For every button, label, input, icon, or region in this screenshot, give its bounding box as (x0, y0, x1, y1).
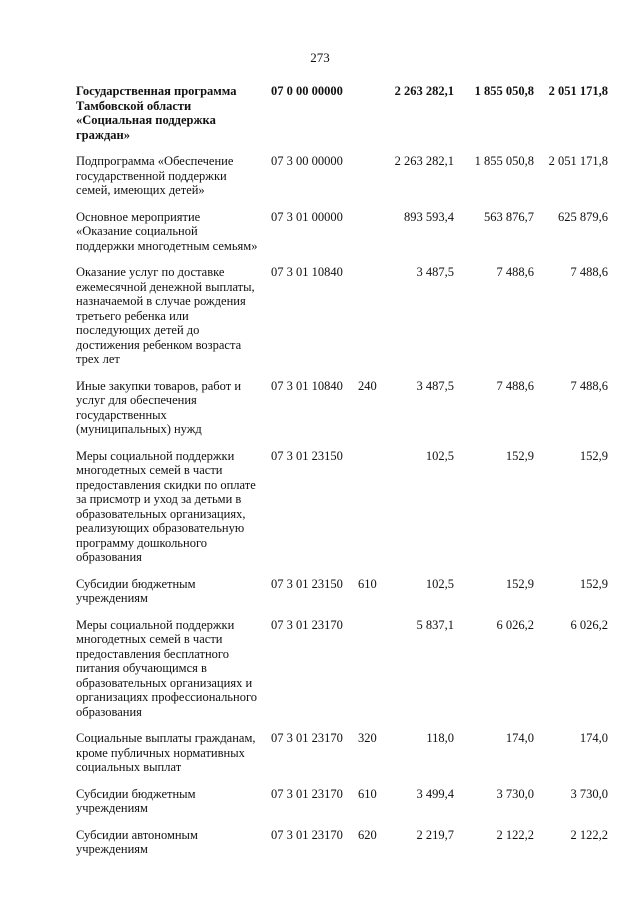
row-code: 07 0 00 00000 (271, 84, 343, 98)
row-expense-type: 240 (358, 378, 377, 393)
row-amount-year-2: 152,9 (505, 576, 534, 591)
table-row (76, 210, 616, 254)
row-code: 07 3 01 23170 (271, 731, 343, 745)
row-amount-year-1: 102,5 (425, 576, 454, 591)
table-row (76, 618, 616, 720)
budget-table (76, 84, 616, 857)
row-code: 07 3 01 00000 (271, 209, 343, 224)
page-number: 273 (310, 50, 330, 65)
row-amount-year-3: 625 879,6 (558, 209, 608, 224)
row-expense-type: 620 (358, 827, 377, 842)
table-row (76, 265, 616, 367)
row-amount-year-2: 6 026,2 (496, 617, 534, 632)
table-row (76, 577, 616, 606)
row-amount-year-3: 3 730,0 (570, 786, 608, 801)
row-code: 07 3 00 00000 (271, 154, 343, 168)
row-name: Оказание услуг по доставке ежемесячной денежной выплаты, назначаемой в случае рождения третьего ребенка или последующих детей до достижения ребенком возраста трех лет (76, 265, 255, 366)
row-amount-year-1: 102,5 (425, 448, 454, 463)
row-amount-year-3: 6 026,2 (570, 617, 608, 632)
row-code: 07 3 01 23150 (271, 576, 343, 591)
table-row (76, 379, 616, 437)
row-amount-year-1: 5 837,1 (416, 617, 454, 632)
row-amount-year-2: 2 122,2 (496, 827, 534, 842)
row-amount-year-2: 7 488,6 (496, 378, 534, 393)
row-name: Основное мероприятие «Оказание социальной поддержки многодетным семьям» (76, 209, 258, 253)
row-amount-year-3: 7 488,6 (570, 378, 608, 393)
row-amount-year-3: 2 051 171,8 (548, 84, 608, 98)
row-amount-year-2: 7 488,6 (496, 265, 534, 279)
row-amount-year-3: 2 051 171,8 (548, 154, 608, 168)
row-amount-year-2: 152,9 (505, 448, 534, 463)
table-row (76, 828, 616, 857)
row-amount-year-1: 3 487,5 (416, 378, 454, 393)
row-amount-year-1: 2 219,7 (416, 827, 454, 842)
table-row (76, 84, 616, 142)
row-name: Социальные выплаты гражданам, кроме публичных нормативных социальных выплат (76, 731, 256, 774)
row-amount-year-1: 3 499,4 (416, 786, 454, 801)
table-row (76, 731, 616, 775)
row-amount-year-3: 7 488,6 (570, 265, 608, 279)
row-amount-year-2: 1 855 050,8 (474, 84, 534, 98)
row-name: Субсидии автономным учреждениям (76, 827, 198, 856)
row-code: 07 3 01 23170 (271, 786, 343, 801)
table-row (76, 787, 616, 816)
row-code: 07 3 01 10840 (271, 378, 343, 393)
row-amount-year-3: 152,9 (579, 448, 608, 463)
row-amount-year-1: 2 263 282,1 (394, 84, 454, 98)
row-amount-year-2: 563 876,7 (484, 209, 534, 224)
row-code: 07 3 01 23170 (271, 827, 343, 842)
row-amount-year-2: 3 730,0 (496, 786, 534, 801)
row-name: Субсидии бюджетным учреждениям (76, 576, 196, 605)
row-expense-type: 320 (358, 731, 377, 745)
row-code: 07 3 01 23150 (271, 448, 343, 463)
row-name: Меры социальной поддержки многодетных семей в части предоставления скидки по оплате за присмотр и уход за детьми в образовательных организациях, реализующих образовательную программу дошкольного образования (76, 448, 256, 564)
row-amount-year-2: 174,0 (505, 731, 534, 745)
table-row (76, 449, 616, 565)
row-code: 07 3 01 10840 (271, 265, 343, 279)
row-amount-year-1: 118,0 (426, 731, 454, 745)
row-amount-year-1: 893 593,4 (404, 209, 454, 224)
row-amount-year-3: 2 122,2 (570, 827, 608, 842)
row-name: Меры социальной поддержки многодетных семей в части предоставления бесплатного питания обучающимся в образовательных организациях и организациях профессионального образования (76, 617, 258, 719)
row-name: Подпрограмма «Обеспечение государственной поддержки семей, имеющих детей» (76, 154, 234, 197)
row-name: Иные закупки товаров, работ и услуг для обеспечения государственных (муниципальных) нужд (76, 378, 242, 436)
row-amount-year-1: 2 263 282,1 (394, 154, 454, 168)
row-amount-year-3: 174,0 (579, 731, 608, 745)
row-name: Государственная программа Тамбовской области «Социальная поддержка граждан» (76, 84, 237, 142)
row-name: Субсидии бюджетным учреждениям (76, 786, 196, 815)
row-expense-type: 610 (358, 576, 377, 591)
row-amount-year-1: 3 487,5 (416, 265, 454, 279)
table-row (76, 154, 616, 198)
row-amount-year-2: 1 855 050,8 (474, 154, 534, 168)
row-expense-type: 610 (358, 786, 377, 801)
row-code: 07 3 01 23170 (271, 617, 343, 632)
row-amount-year-3: 152,9 (579, 576, 608, 591)
